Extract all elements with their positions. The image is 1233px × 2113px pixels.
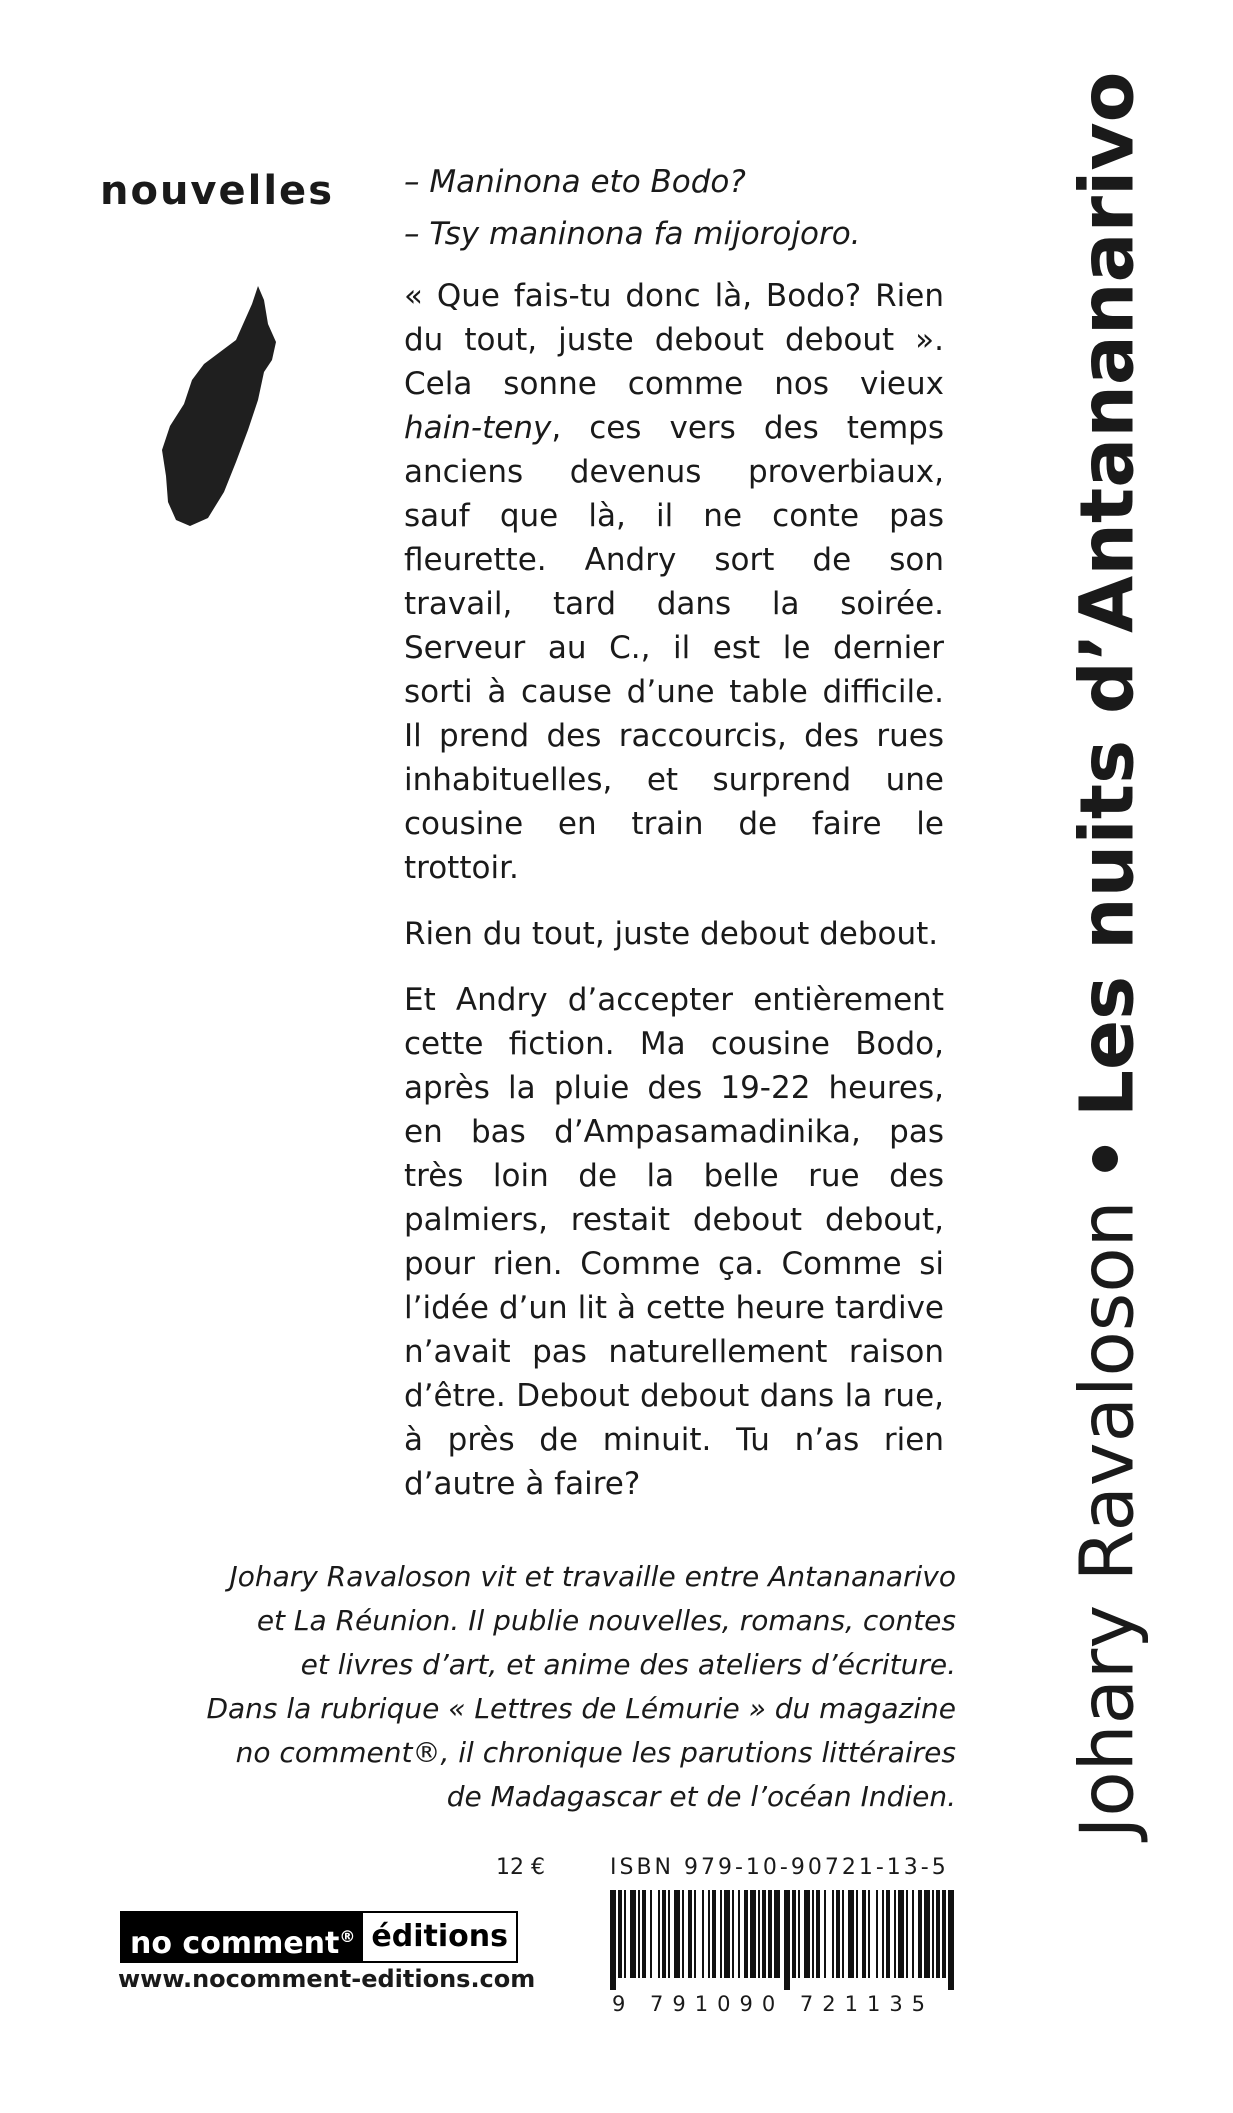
paragraph-1-italic: hain-teny (404, 410, 552, 446)
barcode-icon (608, 1890, 958, 1990)
paragraph-1 (404, 274, 944, 890)
blurb (404, 160, 944, 1506)
dialog-line-2: – Tsy maninona fa mijorojoro. (404, 216, 861, 252)
paragraph-1-end: , ces vers des temps anciens devenus proverbiaux, sauf que là, il ne conte pas fleurette. Andry sort de son travail, tard dans la soirée. Serveur au C., il est le dernier sorti à cause d’une table difficile. Il prend des raccourcis, des rues inhabituelles, et surprend une cousine en train de faire le trottoir. (404, 410, 944, 886)
publisher-website: www.nocomment-editions.com (118, 1965, 536, 1993)
author-bio (150, 1555, 956, 1819)
paragraph-1-start: « Que fais-tu donc là, Bodo? Rien du tout, juste debout debout ». Cela sonne comme nos vieux (404, 278, 944, 402)
paragraph-2: Rien du tout, juste debout debout. (404, 916, 939, 952)
spine-title: Les nuits d’Antananarivo (1064, 71, 1151, 1118)
logo-right: éditions (363, 1913, 516, 1961)
bio-line: et livres d’art, et anime des ateliers d’écriture. (300, 1648, 956, 1681)
spine-separator: • (1064, 1135, 1151, 1183)
spine-text (1035, 0, 1180, 1920)
publisher-logo (120, 1911, 518, 1963)
spine-author: Johary Ravaloson (1064, 1200, 1151, 1839)
dialog-line-1: – Maninona eto Bodo? (404, 164, 746, 200)
genre-label: nouvelles (100, 168, 334, 214)
barcode-digits: 9 791090 721135 (612, 1992, 935, 2016)
bio-line: Johary Ravaloson vit et travaille entre Antananarivo (229, 1560, 956, 1593)
paragraph-3: Et Andry d’accepter entièrement cette fiction. Ma cousine Bodo, après la pluie des 19-22 heures, en bas d’Ampasamadinika, pas très loin de la belle rue des palmiers, restait debout debout, pour rien. Comme ça. Comme si l’idée d’un lit à cette heure tardive n’avait pas naturellement raison d’être. Debout debout dans la rue, à près de minuit. Tu n’as rien d’autre à faire? (404, 982, 944, 1502)
logo-left: no comment® (122, 1913, 363, 1961)
madagascar-map-icon (140, 280, 280, 530)
bio-line: et La Réunion. Il publie nouvelles, romans, contes (256, 1604, 956, 1637)
bio-line: de Madagascar et de l’océan Indien. (446, 1780, 956, 1813)
price: 12 € (496, 1855, 545, 1880)
bio-line: no comment®, il chronique les parutions littéraires (235, 1736, 956, 1769)
isbn: ISBN 979-10-90721-13-5 (610, 1855, 949, 1880)
bio-line: Dans la rubrique « Lettres de Lémurie » du magazine (206, 1692, 956, 1725)
